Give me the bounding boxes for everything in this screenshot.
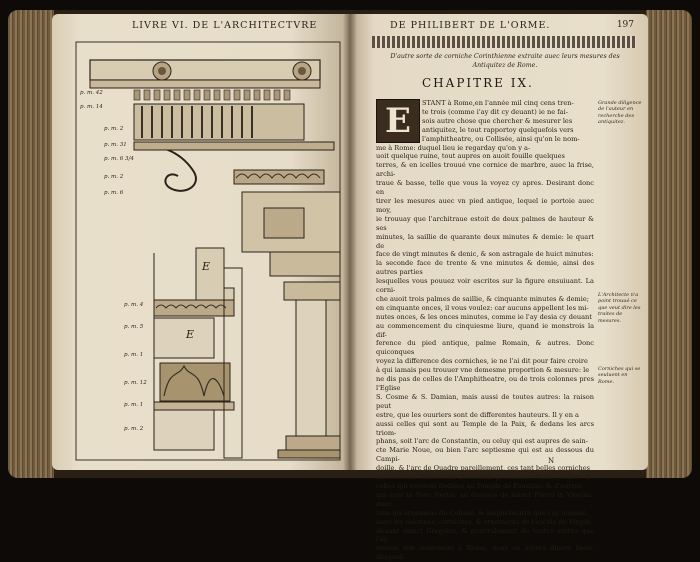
text-line: che auoit trois palmes de saillie, & cinquante minutes & demie; <box>376 294 590 303</box>
text-line: minutes, la saillie de quarante deux minutes & demie: le quart de <box>376 232 594 250</box>
text-line: voyez la difference des corniches, ie ne l'ai dit pour faire croire <box>376 357 588 366</box>
plate-letter: E <box>202 260 211 273</box>
text-line: auec les colonnes, corniches, & ornements de l'escole de Virgile <box>376 517 592 526</box>
text-line: sois autre chose que chercher & mesurer les <box>422 116 573 125</box>
margin-note: L'Architecte n'a point trouué ce que veut dire les traites de mesures. <box>598 292 641 324</box>
plate-note: p. m. 31 <box>104 142 127 148</box>
plate-note: p. m. 14 <box>80 104 103 110</box>
plate-note: p. m. 1 <box>124 352 144 358</box>
text-line: cte Marie Noue, ou bien l'arc septiesme qui est au dessous du Campi- <box>376 446 594 464</box>
plate-note: p. m. 5 <box>124 324 144 330</box>
text-line: au commencement du cinquiesme liure, quand ie monstrois la dif- <box>376 321 594 339</box>
text-line: uoit quelque ruine, tout aupres on auoit fouille quelques <box>376 152 565 161</box>
architectural-plate <box>74 38 342 462</box>
text-line: me à Rome: duquel lieu ie regarday qu'on y a- <box>376 143 531 152</box>
text-line: antiquitez, le tout rapportoy quelquefois vers <box>422 125 574 134</box>
text-line: terres, & en icelles trouué vne cornice de marbre, auec la frise, archi- <box>376 161 594 179</box>
text-line: l'amphitheatre, ou Collisée, ainsi qu'on le nom- <box>422 134 580 143</box>
text-line: doille, & l'arc de Quadre pareillement, ces tant belles corniches <box>376 464 590 473</box>
text-line: à qui iamais peu trouuer vne demesme proportion & mesure: le <box>376 366 590 375</box>
text-line: phans, soit l'arc de Constantin, ou celuy qui est aupres de sain- <box>376 437 588 446</box>
plate-note: p. m. 4 <box>124 302 144 308</box>
text-line: trouué non seulement à Rome, mais en autres diuers lieux, desquel- <box>376 544 594 562</box>
plate-letter: E <box>186 328 195 341</box>
book-gutter <box>343 14 357 470</box>
text-line: nutes onces, & les onces minutes, comme ie l'ay desia cy deuant <box>376 312 592 321</box>
right-running-head: DE PHILIBERT DE L'ORME. <box>390 20 551 31</box>
text-line: STANT à Rome,en l'année mil cinq cens tren- <box>422 99 574 107</box>
text-line: ne dis pas de celles de l'Amphitheatre, ou de trois colonnes pres l'Eglise <box>376 375 594 392</box>
plate-note: p. m. 6 <box>104 190 124 196</box>
text-line: estre, que les ouuriers sont de differentes hauteurs. Il y en a <box>376 410 579 419</box>
plate-note: p. m. 1 <box>124 402 144 408</box>
plate-note: p. m. 2 <box>104 126 124 132</box>
scroll-console <box>134 145 196 191</box>
right-page-edges <box>646 10 692 478</box>
entablature-drawing <box>90 60 340 276</box>
page-number: 197 <box>616 20 634 30</box>
left-page-edges <box>8 10 54 478</box>
text-line: qui sont in Foro Nerua, au dessous de sainct Pierre in Vincula: auec <box>376 490 594 508</box>
catchword: N <box>548 457 555 465</box>
chapter-subtitle: D'autre sorte de corniche Corinthienne extraite auec leurs mesures des Antiquitez de Rome. <box>390 53 620 69</box>
plate-note: p. m. 6 3/4 <box>104 156 134 162</box>
plate-note: p. m. 42 <box>80 90 103 96</box>
text-line: lesquelles vous pouuez voir escrites sur la figure ensuiuant. La corni- <box>376 277 594 295</box>
plate-note: p. m. 2 <box>124 426 144 432</box>
text-line: tirer les mesures auec vn pied antique, lequel ie portoie auec moy, <box>376 196 594 214</box>
initial-letter: E <box>385 101 411 141</box>
acanthus-capital <box>160 363 230 401</box>
text-line: ie trouuay que l'architraue estoit de deux palmes de hauteur & ses <box>376 214 594 232</box>
ornamental-band <box>372 36 636 48</box>
text-line: face de vingt minutes & denic, & son astragale de huict minutes: <box>376 250 594 259</box>
right-page <box>350 14 648 562</box>
text-line: la seconde face de trente & vne minutes & demie, ainsi des autres parties <box>376 259 594 277</box>
text-line: ference du pied antique, palme Romain, & autres. Donc quiconques <box>376 339 594 357</box>
plate-note: p. m. 2 <box>104 174 124 180</box>
margin-note: Corniches qui se seuluent en Rome. <box>598 366 641 385</box>
chapter-title: CHAPITRE IX. <box>422 76 534 90</box>
text-line: celles qui estoient dediées au Temple de Faustine: & d'autres <box>376 481 582 490</box>
left-page <box>52 14 350 470</box>
text-line: aussi celles qui sont au Temple de la Paix, & dedans les arcs triom- <box>376 419 594 437</box>
text-line: te trois (comme i'ay dit cy deuant) ie ne fai- <box>422 107 568 116</box>
text-line: tous les ornemens du Colisée, & amphitheatre que i'ay nommé, <box>376 508 589 517</box>
text-line: en cinquante onces, il vous voulez: car aucuns appellent les mi- <box>376 303 589 312</box>
text-line: deuant sainct Gregoire, & generalement de toutes autres que i'ay <box>376 526 594 544</box>
body-text <box>376 99 594 562</box>
left-running-head: LIVRE VI. DE L'ARCHITECTVRE <box>132 20 318 31</box>
text-line: S. Cosme & S. Damian, mais aussi de toutes autres: la raison peut <box>376 392 594 410</box>
text-line: traue & basse, telle que vous la voyez cy apres. Desirant donc en <box>376 179 594 197</box>
plate-note: p. m. 12 <box>124 380 147 386</box>
capital-profile-drawing <box>154 248 340 458</box>
text-line: qui sont aux thermes de Dioclesian pres sainte Marie Majore: & <box>376 473 591 482</box>
margin-note: Grande diligence de l'auteur en recherche des antiquitez. <box>598 100 642 126</box>
